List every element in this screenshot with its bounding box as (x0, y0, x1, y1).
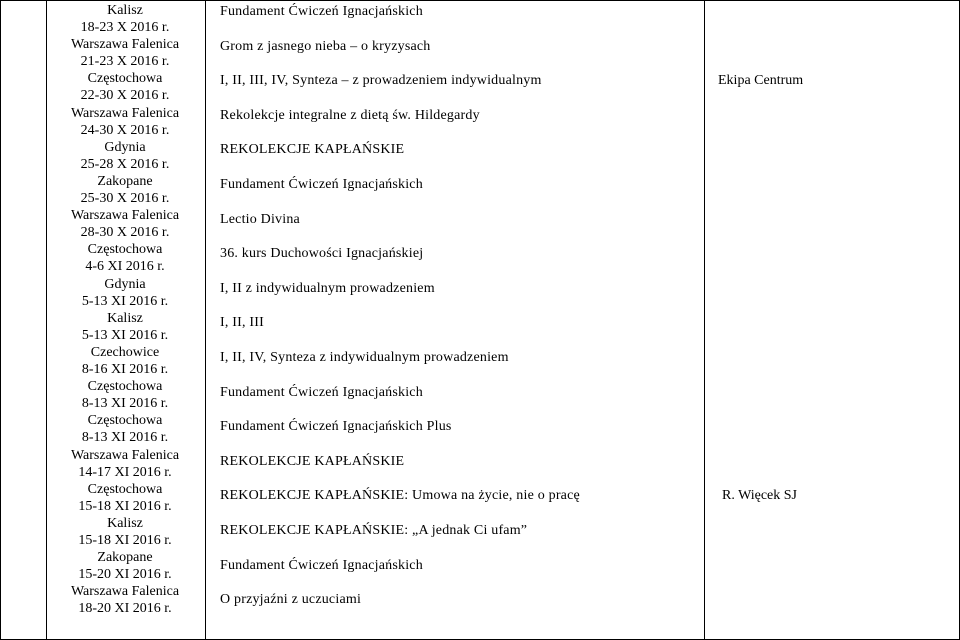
course-title: REKOLEKCJE KAPŁAŃSKIE (220, 453, 405, 469)
leader-column (705, 1, 960, 640)
place-name: Kalisz (107, 310, 143, 326)
retreat-date: 5-13 XI 2016 r. (81, 293, 169, 309)
place-name: Warszawa Falenica (70, 105, 180, 121)
blank-column-cell (1, 1, 47, 640)
retreat-leader: Ekipa Centrum (718, 73, 804, 89)
retreat-date: 24-30 X 2016 r. (80, 122, 170, 138)
course-title: I, II, IV, Synteza z indywidualnym prowadzeniem (220, 350, 509, 365)
course-title: Fundament Ćwiczeń Ignacjańskich (220, 384, 423, 400)
course-title: Fundament Ćwiczeń Ignacjańskich (220, 177, 423, 192)
retreat-date: 25-30 X 2016 r. (80, 191, 170, 206)
place-name: Częstochowa (87, 379, 163, 395)
place-name: Kalisz (107, 516, 143, 531)
retreat-date: 8-13 XI 2016 r. (81, 430, 169, 446)
place-name: Warszawa Falenica (70, 37, 180, 53)
retreat-date: 22-30 X 2016 r. (80, 88, 170, 104)
place-name: Częstochowa (87, 242, 163, 258)
course-title: Fundament Ćwiczeń Ignacjańskich (220, 4, 423, 19)
retreat-date: 15-18 XI 2016 r. (78, 533, 172, 548)
course-column (206, 1, 705, 640)
place-name: Warszawa Falenica (70, 208, 180, 224)
course-title: I, II, III, IV, Synteza – z prowadzeniem indywidualnym (220, 73, 542, 89)
course-title: I, II, III (220, 315, 264, 331)
retreat-date: 18-23 X 2016 r. (80, 20, 170, 35)
retreat-date: 8-16 XI 2016 r. (81, 362, 169, 377)
retreat-date: 18-20 XI 2016 r. (78, 601, 172, 617)
place-name: Czechowice (90, 345, 160, 360)
place-name: Gdynia (104, 139, 146, 155)
place-name: Warszawa Falenica (70, 584, 180, 600)
course-title: Lectio Divina (220, 211, 300, 227)
course-title: Fundament Ćwiczeń Ignacjańskich (220, 557, 423, 573)
place-name: Zakopane (97, 550, 153, 566)
course-title: Rekolekcje integralne z dietą św. Hildegardy (220, 107, 480, 123)
retreat-date: 15-20 XI 2016 r. (78, 567, 172, 583)
retreat-date: 5-13 XI 2016 r. (81, 327, 169, 343)
course-title: Fundament Ćwiczeń Ignacjańskich Plus (220, 419, 452, 435)
place-name: Warszawa Falenica (70, 447, 180, 463)
retreat-date: 15-18 XI 2016 r. (78, 498, 172, 514)
place-name: Gdynia (104, 276, 146, 292)
retreat-date: 25-28 X 2016 r. (80, 156, 170, 172)
course-title: I, II z indywidualnym prowadzeniem (220, 280, 435, 296)
retreat-date: 21-23 X 2016 r. (80, 54, 170, 70)
place-name: Częstochowa (87, 481, 163, 497)
place-name: Zakopane (97, 174, 153, 189)
place-name: Częstochowa (87, 413, 163, 429)
place-name: Częstochowa (87, 71, 163, 87)
course-title: 36. kurs Duchowości Ignacjańskiej (220, 246, 424, 262)
retreat-date: 8-13 XI 2016 r. (81, 396, 169, 412)
course-title: REKOLEKCJE KAPŁAŃSKIE: „A jednak Ci ufam” (220, 523, 528, 538)
retreat-date: 4-6 XI 2016 r. (85, 259, 165, 275)
course-title: Grom z jasnego nieba – o kryzysach (220, 38, 431, 54)
course-title: REKOLEKCJE KAPŁAŃSKIE: Umowa na życie, nie o pracę (220, 488, 580, 504)
retreat-date: 14-17 XI 2016 r. (78, 464, 172, 480)
course-title: O przyjaźni z uczuciami (220, 592, 362, 608)
retreat-leader: R. Więcek SJ (722, 488, 798, 504)
place-name: Kalisz (107, 3, 143, 18)
retreat-date: 28-30 X 2016 r. (80, 225, 170, 241)
course-title: REKOLEKCJE KAPŁAŃSKIE (220, 142, 405, 158)
